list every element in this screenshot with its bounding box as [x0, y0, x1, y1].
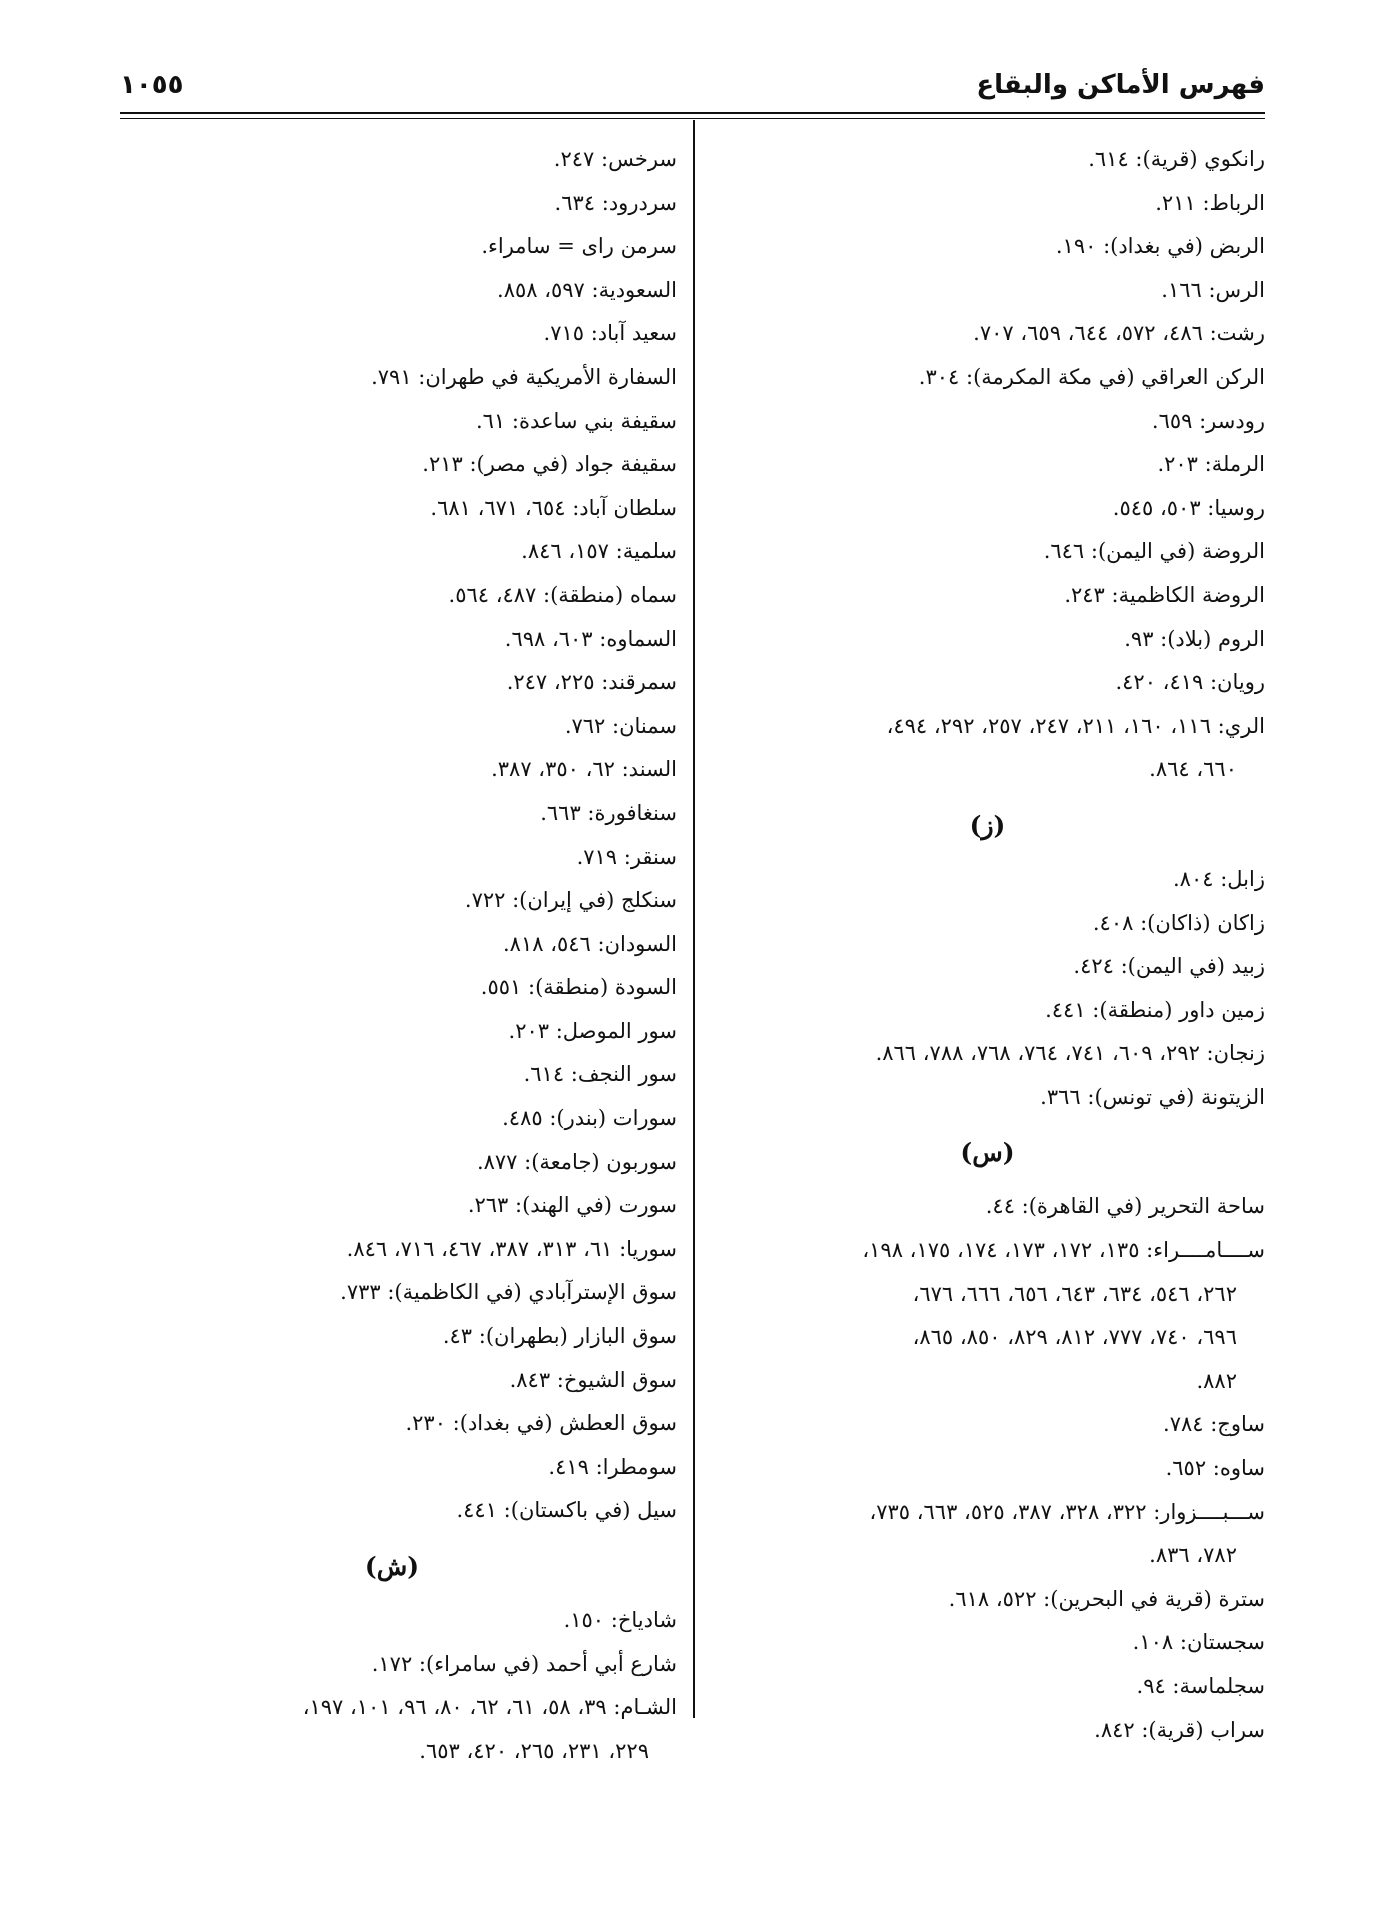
- index-entry-text: السعودية: ٥٩٧، ٨٥٨.: [497, 277, 677, 302]
- index-entry: [710, 945, 1265, 989]
- index-entry-text: ســــامــــراء: ١٣٥، ١٧٢، ١٧٣، ١٧٤، ١٧٥، ١٩٨،: [862, 1238, 1265, 1263]
- index-entry-text: سور الموصل: ٢٠٣.: [508, 1018, 677, 1043]
- index-entry-continuation: ٢٢٩، ٢٣١، ٢٦٥، ٤٢٠، ٦٥٣.: [419, 1738, 649, 1763]
- index-entry-continuation: ٧٨٢، ٨٣٦.: [1149, 1543, 1237, 1568]
- index-entry-text: زاكان (ذاكان): ٤٠٨.: [1092, 910, 1265, 935]
- index-entry: [710, 1665, 1265, 1709]
- index-entry: [107, 1228, 677, 1272]
- index-entry: [107, 182, 677, 226]
- index-entry-text: الري: ١١٦، ١٦٠، ٢١١، ٢٤٧، ٢٥٧، ٢٩٢، ٤٩٤،: [886, 713, 1265, 738]
- index-entry: [107, 1446, 677, 1490]
- index-entry-text: سمنان: ٧٦٢.: [564, 713, 677, 738]
- index-entry-text: سوربون (جامعة): ٨٧٧.: [476, 1149, 677, 1174]
- index-entry-text: الروضة الكاظمية: ٢٤٣.: [1064, 582, 1265, 607]
- index-entry-text: سرمن راى = سامراء.: [481, 234, 677, 259]
- index-entry-text: سيل (في باكستان): ٤٤١.: [456, 1498, 677, 1523]
- index-entry: [710, 138, 1265, 182]
- index-entry: [107, 400, 677, 444]
- section-letter-heading: (ز): [969, 810, 1006, 840]
- index-entry: [107, 1141, 677, 1185]
- index-entry-text: سوريا: ٦١، ٣١٣، ٣٨٧، ٤٦٧، ٧١٦، ٨٤٦.: [346, 1236, 677, 1261]
- index-entry-continuation: ٦٩٦، ٧٤٠، ٧٧٧، ٨١٢، ٨٢٩، ٨٥٠، ٨٦٥،: [912, 1325, 1237, 1350]
- index-entry: [107, 879, 677, 923]
- index-entry: [710, 400, 1265, 444]
- index-entry: [710, 1032, 1265, 1076]
- index-entry: [710, 1229, 1265, 1403]
- index-entry: [710, 705, 1265, 792]
- index-entry-continuation: ٨٨٢.: [1196, 1368, 1237, 1393]
- index-entry: [107, 836, 677, 880]
- index-entry-text: الزيتونة (في تونس): ٣٦٦.: [1040, 1084, 1265, 1109]
- index-entry: [107, 748, 677, 792]
- index-entry: [107, 1184, 677, 1228]
- index-entry-text: ساحة التحرير (في القاهرة): ٤٤.: [985, 1194, 1265, 1219]
- index-entry: [710, 618, 1265, 662]
- index-entry-text: زبيد (في اليمن): ٤٢٤.: [1073, 954, 1265, 979]
- index-entry-text: الرس: ١٦٦.: [1161, 277, 1265, 302]
- index-entry: [710, 1403, 1265, 1447]
- index-entry: [710, 225, 1265, 269]
- index-entry-text: سترة (قرية في البحرين): ٥٢٢، ٦١٨.: [948, 1586, 1265, 1611]
- index-entry-continuation: ٦٦٠، ٨٦٤.: [1149, 757, 1237, 782]
- index-entry-text: روسيا: ٥٠٣، ٥٤٥.: [1112, 495, 1265, 520]
- index-entry: [107, 225, 677, 269]
- index-entry-text: شادياخ: ١٥٠.: [563, 1608, 677, 1632]
- index-entry: [107, 1643, 677, 1687]
- index-entry: [710, 1709, 1265, 1753]
- index-entry-text: سرخس: ٢٤٧.: [553, 147, 677, 171]
- index-entry-text: السماوه: ٦٠٣، ٦٩٨.: [504, 626, 677, 651]
- index-entry-text: الربض (في بغداد): ١٩٠.: [1055, 234, 1265, 259]
- index-entry-text: سوق البازار (بطهران): ٤٣.: [442, 1324, 677, 1349]
- index-entry: [107, 269, 677, 313]
- index-entry-text: ساوج: ٧٨٤.: [1163, 1412, 1265, 1437]
- index-entry: [710, 902, 1265, 946]
- index-entry: [107, 1271, 677, 1315]
- left-column: [107, 138, 677, 1773]
- index-entry-text: سورت (في الهند): ٢٦٣.: [467, 1193, 677, 1218]
- index-entry-text: سور النجف: ٦١٤.: [523, 1062, 677, 1087]
- index-entry: [107, 574, 677, 618]
- index-entry-text: سوق الشيوخ: ٨٤٣.: [509, 1367, 677, 1392]
- index-entry: [107, 356, 677, 400]
- index-entry-text: السفارة الأمريكية في طهران: ٧٩١.: [371, 364, 677, 389]
- index-entry: [107, 312, 677, 356]
- header-rule-thin: [120, 118, 1265, 119]
- index-entry: [107, 661, 677, 705]
- index-entry: [710, 858, 1265, 902]
- index-entry: [107, 1010, 677, 1054]
- index-entry: [710, 661, 1265, 705]
- index-entry-text: سجلماسة: ٩٤.: [1136, 1674, 1265, 1698]
- index-entry: [710, 312, 1265, 356]
- index-entry-text: السودان: ٥٤٦، ٨١٨.: [502, 931, 677, 956]
- index-entry: [710, 574, 1265, 618]
- index-entry-text: سورات (بندر): ٤٨٥.: [502, 1106, 677, 1131]
- index-entry: [710, 1185, 1265, 1229]
- index-entry-text: سمرقند: ٢٢٥، ٢٤٧.: [506, 670, 677, 695]
- index-entry-text: زمين داور (منطقة): ٤٤١.: [1045, 997, 1265, 1022]
- index-entry-text: سلطان آباد: ٦٥٤، ٦٧١، ٦٨١.: [430, 495, 677, 520]
- index-entry: [107, 1599, 677, 1643]
- index-entry-text: الروم (بلاد): ٩٣.: [1124, 626, 1265, 651]
- right-column: [710, 138, 1265, 1752]
- index-entry-text: سلمية: ١٥٧، ٨٤٦.: [521, 539, 677, 564]
- index-entry-text: سماه (منطقة): ٤٨٧، ٥٦٤.: [448, 582, 677, 607]
- index-entry: [107, 1315, 677, 1359]
- index-entry-text: زنجان: ٢٩٢، ٦٠٩، ٧٤١، ٧٦٤، ٧٦٨، ٧٨٨، ٨٦٦.: [875, 1041, 1265, 1066]
- index-entry-text: الرملة: ٢٠٣.: [1157, 452, 1265, 477]
- index-entry-text: شارع أبي أحمد (في سامراء): ١٧٢.: [371, 1651, 677, 1676]
- index-entry-text: سعيد آباد: ٧١٥.: [543, 321, 677, 346]
- column-divider: [693, 120, 695, 1718]
- index-entry-text: الشـام: ٣٩، ٥٨، ٦١، ٦٢، ٨٠، ٩٦، ١٠١، ١٩٧،: [302, 1695, 677, 1720]
- index-entry: [107, 1097, 677, 1141]
- index-entry-text: سوق الإسترآبادي (في الكاظمية): ٧٣٣.: [340, 1280, 677, 1305]
- index-entry-text: سومطرا: ٤١٩.: [548, 1454, 677, 1479]
- index-entry: [107, 966, 677, 1010]
- index-entry-text: رانكوي (قرية): ٦١٤.: [1088, 147, 1265, 171]
- index-entry: [710, 356, 1265, 400]
- index-entry-text: ساوه: ٦٥٢.: [1165, 1456, 1265, 1481]
- index-entry-text: رشت: ٤٨٦، ٥٧٢، ٦٤٤، ٦٥٩، ٧٠٧.: [973, 321, 1265, 346]
- index-entry-text: سقيفة بني ساعدة: ٦١.: [475, 408, 677, 433]
- index-entry: [710, 182, 1265, 226]
- index-entry-text: سوق العطش (في بغداد): ٢٣٠.: [405, 1411, 677, 1436]
- index-entry-text: ســـبــــزوار: ٣٢٢، ٣٢٨، ٣٨٧، ٥٢٥، ٦٦٣، ٧٣٥،: [869, 1499, 1265, 1524]
- section-letter-heading: (س): [960, 1138, 1015, 1168]
- index-entry-text: زابل: ٨٠٤.: [1172, 866, 1265, 891]
- index-entry: [710, 1076, 1265, 1120]
- index-entry-text: سردرود: ٦٣٤.: [554, 190, 677, 215]
- index-entry-text: رويان: ٤١٩، ٤٢٠.: [1115, 670, 1265, 695]
- index-entry-continuation: ٢٦٢، ٥٤٦، ٦٣٤، ٦٤٣، ٦٥٦، ٦٦٦، ٦٧٦،: [912, 1281, 1237, 1306]
- index-entry: [107, 1402, 677, 1446]
- index-entry-text: سنكلج (في إيران): ٧٢٢.: [464, 888, 677, 913]
- index-entry: [710, 530, 1265, 574]
- index-entry-text: الركن العراقي (في مكة المكرمة): ٣٠٤.: [918, 364, 1265, 389]
- index-entry: [710, 1447, 1265, 1491]
- index-entry-text: السند: ٦٢، ٣٥٠، ٣٨٧.: [491, 757, 677, 782]
- index-entry: [710, 1491, 1265, 1578]
- index-entry-text: الروضة (في اليمن): ٦٤٦.: [1043, 539, 1265, 564]
- index-entry: [710, 989, 1265, 1033]
- index-entry: [107, 443, 677, 487]
- index-entry: [107, 1053, 677, 1097]
- index-entry: [710, 269, 1265, 313]
- index-entry: [107, 923, 677, 967]
- page-number: ١٠٥٥: [120, 70, 184, 100]
- index-entry: [107, 618, 677, 662]
- index-entry-text: سنقر: ٧١٩.: [576, 844, 677, 869]
- section-letter-heading: (ش): [364, 1552, 420, 1581]
- index-entry: [710, 1578, 1265, 1622]
- index-entry-text: سقيفة جواد (في مصر): ٢١٣.: [422, 452, 677, 477]
- index-entry: [710, 487, 1265, 531]
- index-entry: [107, 1686, 677, 1773]
- index-entry: [107, 792, 677, 836]
- index-entry-text: السودة (منطقة): ٥٥١.: [480, 975, 677, 1000]
- index-entry-text: الرباط: ٢١١.: [1155, 190, 1265, 215]
- index-entry: [710, 443, 1265, 487]
- index-entry: [107, 530, 677, 574]
- index-entry: [107, 1359, 677, 1403]
- index-entry: [107, 1489, 677, 1533]
- index-entry-text: سراب (قرية): ٨٤٢.: [1094, 1717, 1265, 1742]
- index-entry-text: سنغافورة: ٦٦٣.: [540, 800, 677, 825]
- page-title: فهرس الأماكن والبقاع: [976, 70, 1265, 100]
- index-entry: [710, 1621, 1265, 1665]
- header-rule: [120, 112, 1265, 114]
- index-entry: [107, 138, 677, 182]
- index-entry: [107, 487, 677, 531]
- index-entry-text: سجستان: ١٠٨.: [1132, 1630, 1265, 1655]
- index-entry: [107, 705, 677, 749]
- page-header: [120, 70, 1265, 116]
- index-entry-text: رودسر: ٦٥٩.: [1151, 408, 1265, 433]
